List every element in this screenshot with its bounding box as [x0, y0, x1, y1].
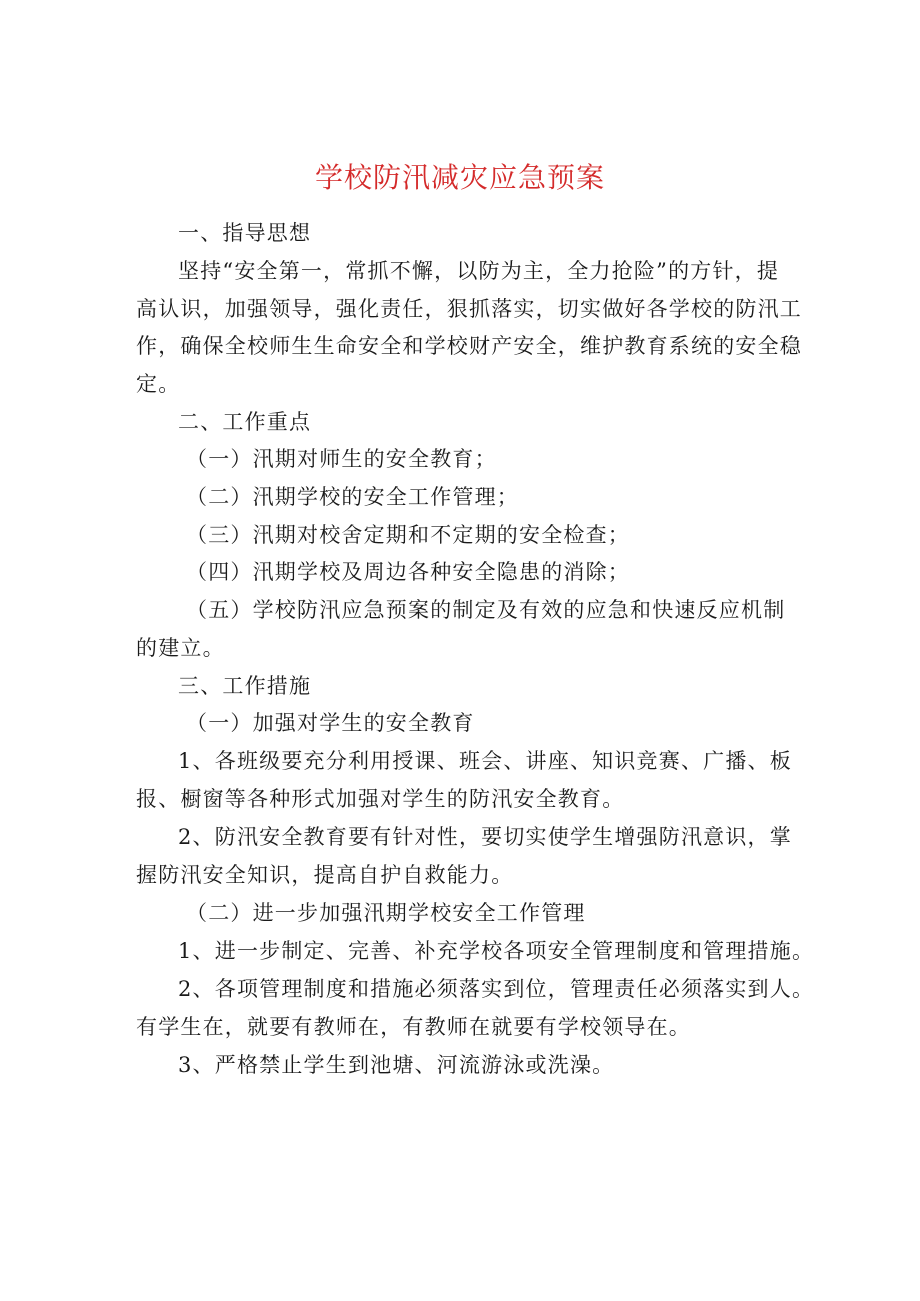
paragraph-line: 有学生在，就要有教师在，有教师在就要有学校领导在。 [136, 1015, 691, 1039]
subsection-heading: （一）加强对学生的安全教育 [186, 711, 475, 735]
list-item: （一）汛期对师生的安全教育； [186, 447, 497, 471]
paragraph-line: 2、防汛安全教育要有针对性，要切实使学生增强防汛意识，掌 [178, 825, 792, 849]
document-title: 学校防汛减灾应急预案 [314, 161, 605, 194]
paragraph-line: 报、橱窗等各种形式加强对学生的防汛安全教育。 [136, 787, 625, 811]
paragraph-line: 2、各项管理制度和措施必须落实到位，管理责任必须落实到人。 [178, 977, 815, 1001]
list-item: （五）学校防汛应急预案的制定及有效的应急和快速反应机制 [186, 598, 786, 622]
paragraph-line: 握防汛安全知识，提高自护自救能力。 [136, 863, 514, 887]
paragraph-line: 定。 [136, 372, 181, 396]
paragraph-line: 1、进一步制定、完善、补充学校各项安全管理制度和管理措施。 [178, 939, 815, 963]
list-item: （二）汛期学校的安全工作管理； [186, 485, 519, 509]
section-heading-work-measures: 三、工作措施 [178, 674, 312, 698]
list-item: （四）汛期学校及周边各种安全隐患的消除； [186, 560, 630, 584]
section-heading-work-focus: 二、工作重点 [178, 410, 312, 434]
paragraph-line: 3、严格禁止学生到池塘、河流游泳或洗澡。 [178, 1053, 615, 1077]
section-heading-guiding-ideology: 一、指导思想 [178, 221, 312, 245]
paragraph-line: 坚持“安全第一，常抓不懈，以防为主，全力抢险”的方针，提 [178, 259, 780, 283]
list-item: （三）汛期对校舍定期和不定期的安全检查； [186, 523, 630, 547]
paragraph-line: 1、各班级要充分利用授课、班会、讲座、知识竞赛、广播、板 [178, 749, 792, 773]
paragraph-line: 作，确保全校师生生命安全和学校财产安全，维护教育系统的安全稳 [136, 334, 802, 358]
paragraph-line: 的建立。 [136, 636, 225, 660]
paragraph-line: 高认识，加强领导，强化责任，狠抓落实，切实做好各学校的防汛工 [136, 297, 802, 321]
subsection-heading: （二）进一步加强汛期学校安全工作管理 [186, 901, 586, 925]
